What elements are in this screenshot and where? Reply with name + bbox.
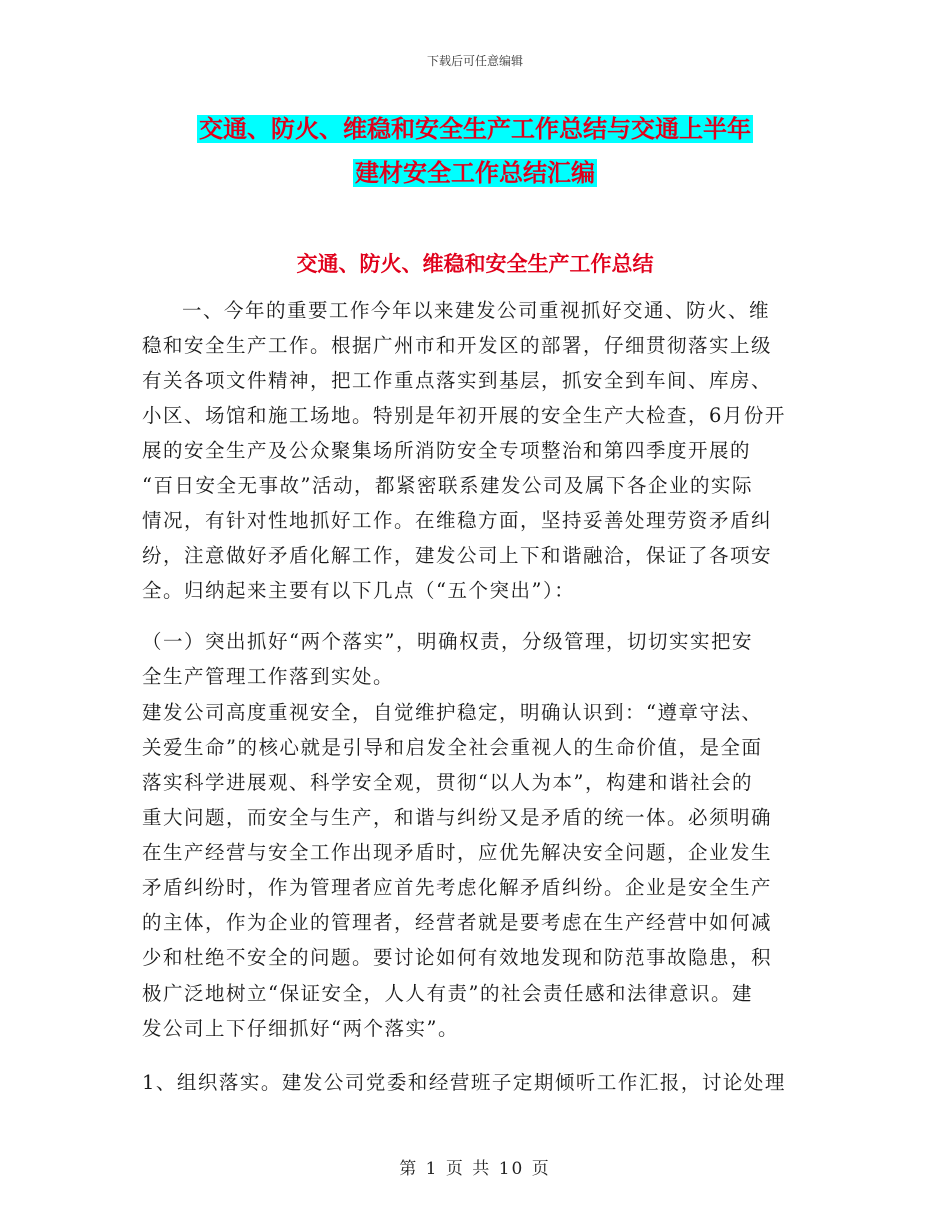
page-header: 下载后可任意编辑 xyxy=(426,54,523,68)
body-line: 1、组织落实。建发公司党委和经营班子定期倾听工作汇报，讨论处理 xyxy=(142,1071,786,1094)
body-line: 发公司上下仔细抓好“两个落实”。 xyxy=(142,1017,459,1040)
body-line: 有关各项文件精神，把工作重点落实到基层，抓安全到车间、库房、 xyxy=(142,369,773,392)
body-line: 极广泛地树立“保证安全，人人有责”的社会责任感和法律意识。建 xyxy=(142,982,753,1005)
title-highlight-1: 交通、防火、维稳和安全生产工作总结与交通上半年 xyxy=(199,115,751,143)
body-line: （一）突出抓好“两个落实”，明确权责，分级管理，切切实实把安 xyxy=(142,630,753,653)
document-title-line-1 xyxy=(0,112,950,146)
body-line: 一、今年的重要工作今年以来建发公司重视抓好交通、防火、维 xyxy=(182,299,771,322)
body-line: 关爱生命”的核心就是引导和启发全社会重视人的生命价值，是全面 xyxy=(142,736,763,759)
body-line: 在生产经营与安全工作出现矛盾时，应优先解决安全问题，企业发生 xyxy=(142,841,773,864)
body-line: 小区、场馆和施工场地。特别是年初开展的安全生产大检查，6月份开 xyxy=(142,404,786,427)
body-line: 落实科学进展观、科学安全观，贯彻“以人为本”，构建和谐社会的 xyxy=(142,771,753,794)
body-line: 全生产管理工作落到实处。 xyxy=(142,665,395,688)
section-subtitle: 交通、防火、维稳和安全生产工作总结 xyxy=(296,252,654,276)
body-line: 的主体，作为企业的管理者，经营者就是要考虑在生产经营中如何减 xyxy=(142,911,773,934)
body-line: 建发公司高度重视安全，自觉维护稳定，明确认识到：“遵章守法、 xyxy=(142,701,763,724)
body-line: 矛盾纠纷时，作为管理者应首先考虑化解矛盾纠纷。企业是安全生产 xyxy=(142,876,773,899)
title-highlight-2: 建材安全工作总结汇编 xyxy=(355,159,595,187)
document-title-line-2 xyxy=(0,156,950,190)
body-line: 稳和安全生产工作。根据广州市和开发区的部署，仔细贯彻落实上级 xyxy=(142,334,773,357)
body-line: 全。归纳起来主要有以下几点（“五个突出”）： xyxy=(142,579,576,602)
body-line: 情况，有针对性地抓好工作。在维稳方面，坚持妥善处理劳资矛盾纠 xyxy=(142,509,773,532)
body-line: 少和杜绝不安全的问题。要讨论如何有效地发现和防范事故隐患，积 xyxy=(142,946,773,969)
body-line: 展的安全生产及公众聚集场所消防安全专项整治和第四季度开展的 xyxy=(142,439,752,462)
body-line: 重大问题，而安全与生产，和谐与纠纷又是矛盾的统一体。必须明确 xyxy=(142,806,773,829)
body-line: “百日安全无事故”活动，都紧密联系建发公司及属下各企业的实际 xyxy=(142,474,753,497)
page-footer: 第 1 页 共 10 页 xyxy=(399,1159,551,1179)
body-line: 纷，注意做好矛盾化解工作，建发公司上下和谐融洽，保证了各项安 xyxy=(142,544,773,567)
